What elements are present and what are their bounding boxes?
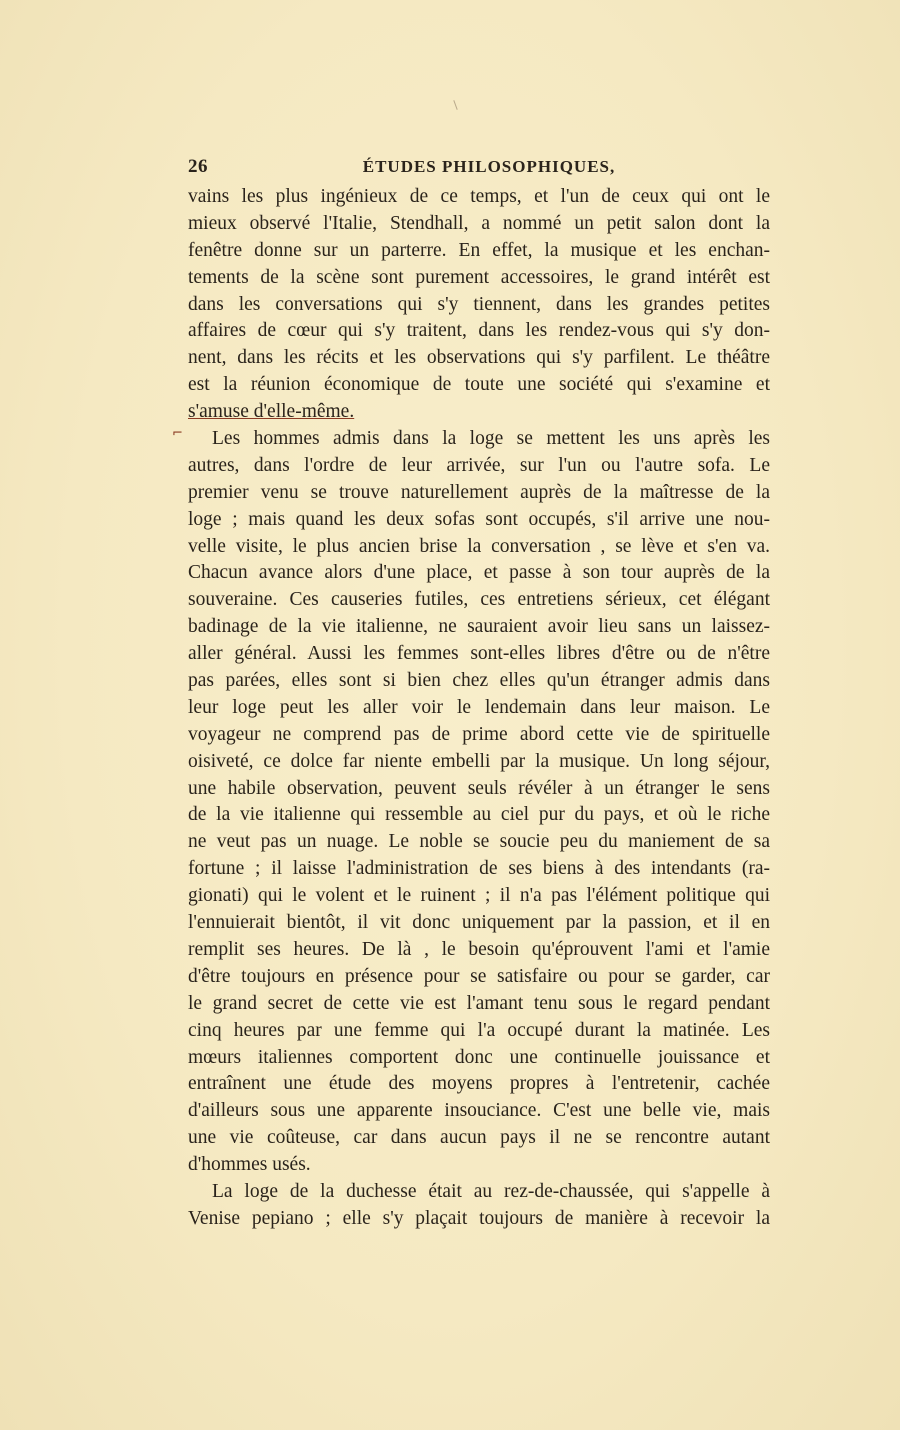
page-number: 26	[188, 156, 208, 177]
text-line: premier venu se trouve naturellement auprès de la maîtresse de la	[188, 481, 770, 503]
running-head: ÉTUDES PHILOSOPHIQUES,	[362, 157, 616, 176]
text-line: dans les conversations qui s'y tiennent, dans les grandes petites	[188, 293, 770, 315]
text-line: remplit ses heures. De là , le besoin qu'éprouvent l'ami et l'amie	[188, 938, 770, 960]
text-line: entraînent une étude des moyens propres à l'entretenir, cachée	[188, 1073, 770, 1095]
text-line: mieux observé l'Italie, Stendhall, a nommé un petit salon dont la	[188, 212, 770, 234]
margin-mark	[453, 100, 457, 110]
text-line: souveraine. Ces causeries futiles, ces entretiens sérieux, cet élégant	[188, 589, 770, 611]
text-line: de la vie italienne qui ressemble au ciel pur du pays, et où le riche	[188, 804, 770, 826]
text-line: cinq heures par une femme qui l'a occupé durant la matinée. Les	[188, 1019, 770, 1041]
text-line: vains les plus ingénieux de ce temps, et l'un de ceux qui ont le	[188, 186, 770, 207]
paragraph-mark: ⌐	[172, 426, 183, 441]
text-line: gionati) qui le volent et le ruinent ; il n'a pas l'élément politique qui	[188, 885, 770, 907]
text-line: voyageur ne comprend pas de prime abord cette vie de spirituelle	[188, 723, 770, 745]
text-line: Les hommes admis dans la loge se mettent les uns après les	[212, 428, 770, 450]
text-line: mœurs italiennes comportent donc une continuelle jouissance et	[188, 1046, 770, 1068]
text-line: loge ; mais quand les deux sofas sont occupés, s'il arrive une nou-	[188, 508, 770, 530]
text-line: est la réunion économique de toute une société qui s'examine et	[188, 374, 770, 396]
text-line: aller général. Aussi les femmes sont-elles libres d'être ou de n'être	[188, 643, 770, 665]
text-line: La loge de la duchesse était au rez-de-chaussée, qui s'appelle à	[212, 1180, 770, 1202]
text-line: leur loge peut les aller voir le lendemain dans leur maison. Le	[188, 696, 770, 718]
body-text	[188, 184, 770, 1233]
text-line: Venise pepiano ; elle s'y plaçait toujours de manière à recevoir la	[188, 1207, 770, 1229]
text-line: pas parées, elles sont si bien chez elles qu'un étranger admis dans	[188, 670, 770, 692]
text-line: d'ailleurs sous une apparente insouciance. C'est une belle vie, mais	[188, 1100, 770, 1122]
text-line: Chacun avance alors d'une place, et passe à son tour auprès de la	[188, 562, 770, 584]
text-line: le grand secret de cette vie est l'amant tenu sous le regard pendant	[188, 992, 770, 1014]
text-line: une habile observation, peuvent seuls révéler à un étranger le sens	[188, 777, 770, 799]
text-line: oisiveté, ce dolce far niente embelli par la musique. Un long séjour,	[188, 750, 770, 772]
page-header	[188, 156, 770, 180]
text-line: autres, dans l'ordre de leur arrivée, sur l'un ou l'autre sofa. Le	[188, 454, 770, 476]
text-line: d'hommes usés.	[188, 1154, 311, 1176]
text-line: tements de la scène sont purement accessoires, le grand intérêt est	[188, 266, 770, 288]
text-line: fortune ; il laisse l'administration de ses biens à des intendants (ra-	[188, 858, 770, 880]
text-line: affaires de cœur qui s'y traitent, dans les rendez-vous qui s'y don-	[188, 320, 770, 342]
text-line: l'ennuierait bientôt, il vit donc uniquement par la passion, et il en	[188, 912, 770, 934]
text-line: badinage de la vie italienne, ne sauraient avoir lieu sans un laissez-	[188, 616, 770, 638]
text-line: fenêtre donne sur un parterre. En effet, la musique et les enchan-	[188, 239, 770, 261]
text-line: s'amuse d'elle-même.	[188, 401, 355, 423]
text-line: ne veut pas un nuage. Le noble se soucie peu du maniement de sa	[188, 831, 770, 853]
text-line: nent, dans les récits et les observations qui s'y parfilent. Le théâtre	[188, 347, 770, 369]
text-line: velle visite, le plus ancien brise la conversation , se lève et s'en va.	[188, 535, 770, 557]
text-line: une vie coûteuse, car dans aucun pays il ne se rencontre autant	[188, 1127, 770, 1149]
text-line: d'être toujours en présence pour se satisfaire ou pour se garder, car	[188, 965, 770, 987]
